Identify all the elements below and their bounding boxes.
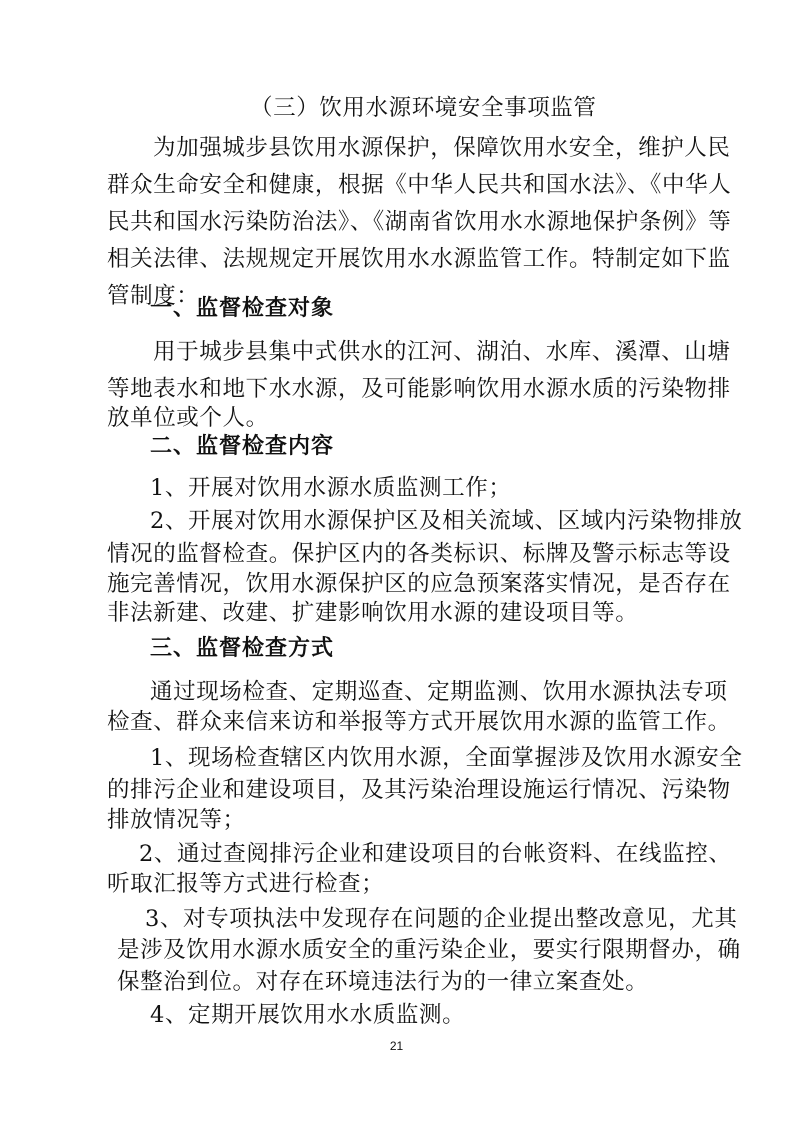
objects-line-2: 等地表水和地下水水源，及可能影响饮用水源水质的污染物排: [107, 376, 731, 402]
methods-item-1-line-2: 的排污企业和建设项目，及其污染治理设施运行情况、污染物: [107, 777, 731, 803]
methods-item-1-line-3: 排放情况等；: [107, 807, 246, 833]
methods-item-2-line-2: 听取汇报等方式进行检查；: [107, 871, 385, 897]
methods-intro-line-1: 通过现场检查、定期巡查、定期监测、饮用水源执法专项: [150, 679, 728, 705]
methods-item-3-line-3: 保整治到位。对存在环境违法行为的一律立案查处。: [117, 969, 649, 995]
methods-item-1-line-1: 1、现场检查辖区内饮用水源，全面掌握涉及饮用水源安全: [150, 745, 743, 771]
methods-item-3-line-1: 3、对专项执法中发现存在问题的企业提出整改意见，尤其: [145, 906, 738, 932]
methods-intro-line-2: 检查、群众来信来访和举报等方式开展饮用水源的监管工作。: [107, 709, 731, 735]
methods-item-4: 4、定期开展饮用水水质监测。: [150, 1002, 466, 1028]
content-item-2-line-4: 非法新建、改建、扩建影响饮用水源的建设项目等。: [107, 600, 639, 626]
content-item-2-line-3: 施完善情况，饮用水源保护区的应急预案落实情况，是否存在: [107, 571, 731, 597]
intro-line-3: 民共和国水污染防治法》、《湖南省饮用水水源地保护条例》等: [107, 209, 732, 235]
content-item-2-line-1: 2、开展对饮用水源保护区及相关流域、区域内污染物排放: [150, 508, 743, 534]
intro-line-2: 群众生命安全和健康，根据《中华人民共和国水法》、《中华人: [107, 172, 732, 198]
content-item-1: 1、开展对饮用水源水质监测工作；: [150, 475, 512, 501]
content-item-2-line-2: 情况的监督检查。保护区内的各类标识、标牌及警示标志等设: [107, 541, 731, 567]
methods-item-2-line-1: 2、通过查阅排污企业和建设项目的台帐资料、在线监控、: [139, 841, 732, 867]
intro-line-5: 管制度：: [107, 283, 200, 309]
methods-item-3-line-2: 是涉及饮用水源水质安全的重污染企业，要实行限期督办，确: [117, 937, 741, 963]
objects-line-3: 放单位或个人。: [107, 405, 269, 431]
section-title: （三）饮用水源环境安全事项监管: [250, 95, 597, 121]
intro-line-4: 相关法律、法规规定开展饮用水水源监管工作。特制定如下监: [107, 246, 731, 272]
heading-methods: 三、监督检查方式: [150, 636, 335, 661]
intro-line-1: 为加强城步县饮用水源保护，保障饮用水安全，维护人民: [153, 135, 731, 161]
objects-line-1: 用于城步县集中式供水的江河、湖泊、水库、溪潭、山塘: [153, 339, 731, 365]
page-number: 21: [389, 1039, 404, 1053]
heading-objects: 一、监督检查对象: [150, 296, 335, 321]
heading-content: 二、监督检查内容: [150, 434, 335, 459]
